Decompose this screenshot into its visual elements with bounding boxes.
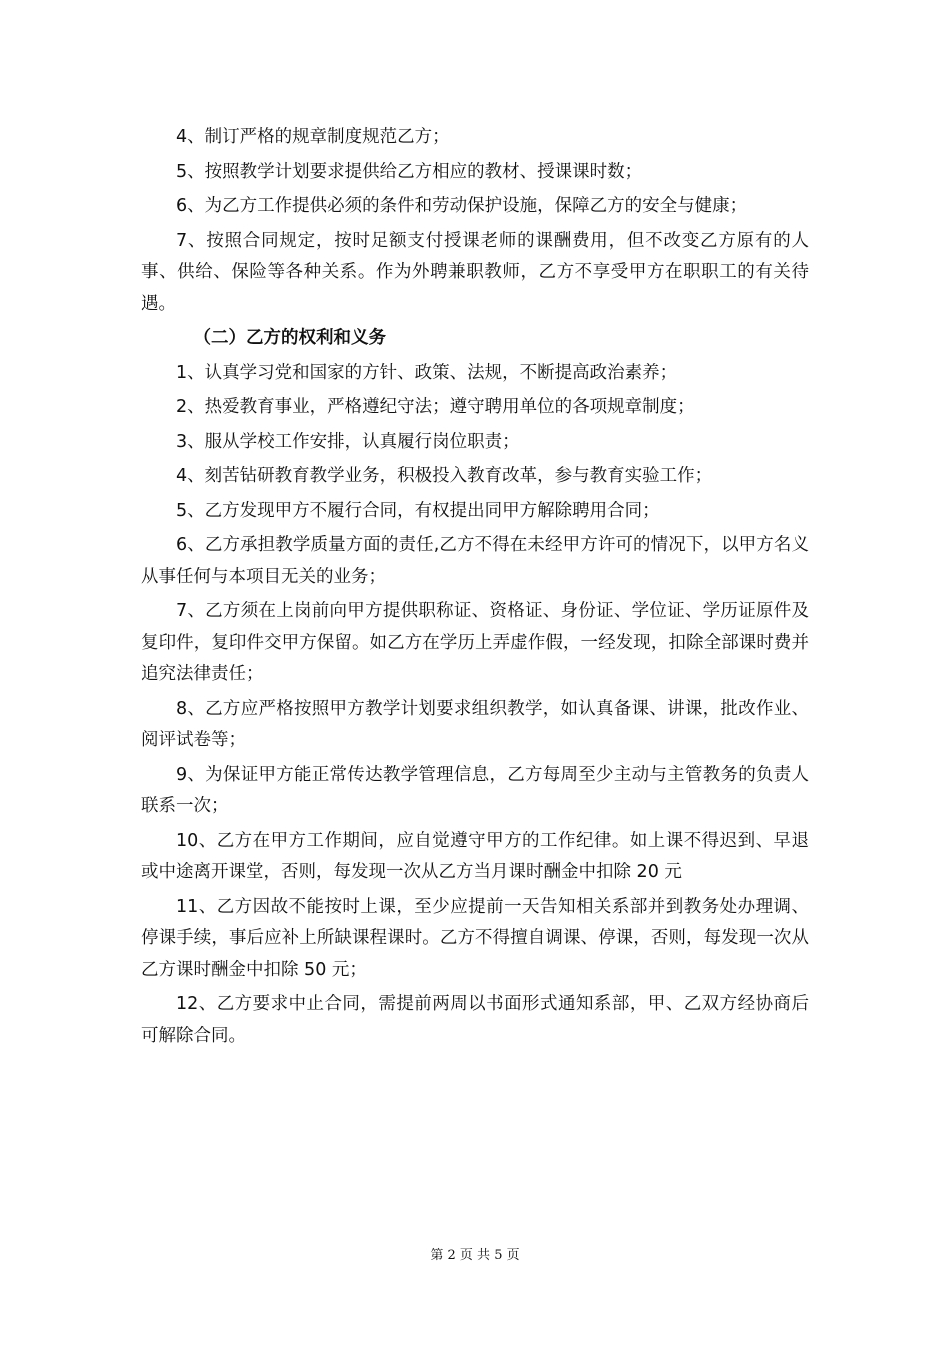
clause-b10-attendance: 10、乙方在甲方工作期间，应自觉遵守甲方的工作纪律。如上课不得迟到、早退或中途离开课堂，否则，每发现一次从乙方当月课时酬金中扣除 20 元 [141,830,809,882]
clause-b4-research: 4、刻苦钻研教育教学业务，积极投入教育改革，参与教育实验工作； [176,466,713,486]
page-number-footer: 第 2 页 共 5 页 [430,1248,520,1263]
clause-6-working-conditions: 6、为乙方工作提供必须的条件和劳动保护设施，保障乙方的安全与健康； [176,196,748,216]
clause-b12-early-termination: 12、乙方要求中止合同，需提前两周以书面形式通知系部，甲、乙双方经协商后可解除合同。 [141,994,809,1046]
clause-b2-discipline: 2、热爱教育事业，严格遵纪守法；遵守聘用单位的各项规章制度； [176,397,695,417]
clause-b7-certificates: 7、乙方须在上岗前向甲方提供职称证、资格证、身份证、学位证、学历证原件及复印件，复印件交甲方保留。如乙方在学历上弄虚作假，一经发现，扣除全部课时费并追究法律责任； [141,601,809,684]
clause-b6-quality: 6、乙方承担教学质量方面的责任,乙方不得在未经甲方许可的情况下，以甲方名义从事任何与本项目无关的业务； [141,535,809,587]
clause-4-regulations: 4、制订严格的规章制度规范乙方； [176,127,450,147]
document-body [141,122,809,1055]
clause-b3-duties: 3、服从学校工作安排，认真履行岗位职责； [176,431,520,452]
clause-b8-teaching-plan: 8、乙方应严格按照甲方教学计划要求组织教学，如认真备课、讲课，批改作业、阅评试卷等； [141,698,809,750]
clause-5-teaching-materials: 5、按照教学计划要求提供给乙方相应的教材、授课课时数； [176,161,643,182]
clause-b9-contact: 9、为保证甲方能正常传达教学管理信息，乙方每周至少主动与主管教务的负责人联系一次； [141,764,809,816]
clause-b5-termination-right: 5、乙方发现甲方不履行合同，有权提出同甲方解除聘用合同； [176,500,660,521]
section-heading-party-b-rights: （二）乙方的权利和义务 [193,328,386,348]
clause-b1-study: 1、认真学习党和国家的方针、政策、法规，不断提高政治素养； [176,362,678,383]
clause-7-payment: 7、按照合同规定，按时足额支付授课老师的课酬费用，但不改变乙方原有的人事、供给、保险等各种关系。作为外聘兼职教师，乙方不享受甲方在职职工的有关待遇。 [141,230,809,314]
clause-b11-absence: 11、乙方因故不能按时上课，至少应提前一天告知相关系部并到教务处办理调、停课手续，事后应补上所缺课程课时。乙方不得擅自调课、停课，否则，每发现一次从乙方课时酬金中扣除 50 元； [141,896,809,980]
